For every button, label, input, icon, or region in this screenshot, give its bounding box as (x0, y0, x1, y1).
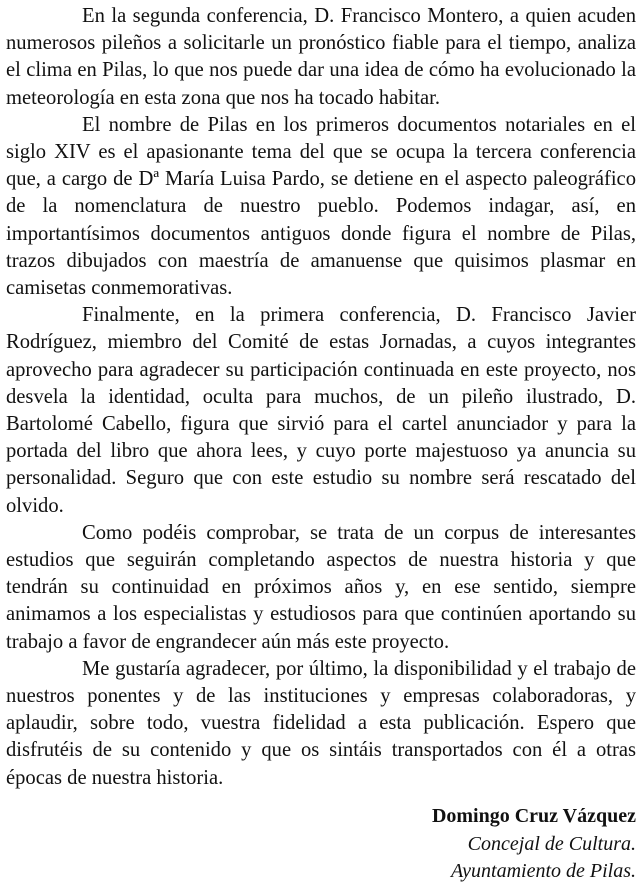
paragraph-4: Como podéis comprobar, se trata de un corpus de interesantes estudios que seguirán completando aspectos de nuestra historia y que tendrán su continuidad en próximos años y, en ese sentido, siempre animamos a los especialistas y estudiosos para que continúen aportando su trabajo a favor de engrandecer aún más este proyecto. (6, 521, 636, 653)
paragraph-3: Finalmente, en la primera conferencia, D. Francisco Javier Rodríguez, miembro del Comité de estas Jornadas, a cuyos integrantes aprovecho para agradecer su participación continuada en este proyecto, nos desvela la identidad, oculta para muchos, de un pileño ilustrado, D. Bartolomé Cabello, figura que sirvió para el cartel anunciador y para la portada del libro que ahora lees, y cuyo porte majestuoso ya anuncia su personalidad. Seguro que con este estudio su nombre será rescatado del olvido. (6, 304, 636, 517)
paragraph-1: En la segunda conferencia, D. Francisco Montero, a quien acuden numerosos pileños a solicitarle un pronóstico fiable para el tiempo, analiza el clima en Pilas, lo que nos puede dar una idea de cómo ha evolucionado la meteorología en esta zona que nos ha tocado habitar. (6, 5, 636, 109)
signature-block (432, 803, 636, 886)
signature-institution: Ayuntamiento de Pilas. (451, 860, 636, 882)
signature-role: Concejal de Cultura. (467, 832, 636, 855)
signature-name: Domingo Cruz Vázquez (431, 805, 636, 827)
paragraph-2: El nombre de Pilas en los primeros documentos notariales en el siglo XIV es el apasionante tema del que se ocupa la tercera conferencia que, a cargo de Dª María Luisa Pardo, se detiene en el aspecto paleográfico de la nomenclatura de nuestro pueblo. Podemos indagar, así, en importantísimos documentos antiguos donde figura el nombre de Pilas, trazos dibujados con maestría de amanuense que quisimos plasmar en camisetas conmemorativas. (6, 113, 636, 300)
document-page (6, 3, 636, 882)
paragraph-5: Me gustaría agradecer, por último, la disponibilidad y el trabajo de nuestros ponentes y de las instituciones y empresas colaboradoras, y aplaudir, sobre todo, vuestra fidelidad a esta publicación. Espero que disfrutéis de su contenido y que os sintáis transportados con él a otras épocas de nuestra historia. (6, 657, 636, 789)
